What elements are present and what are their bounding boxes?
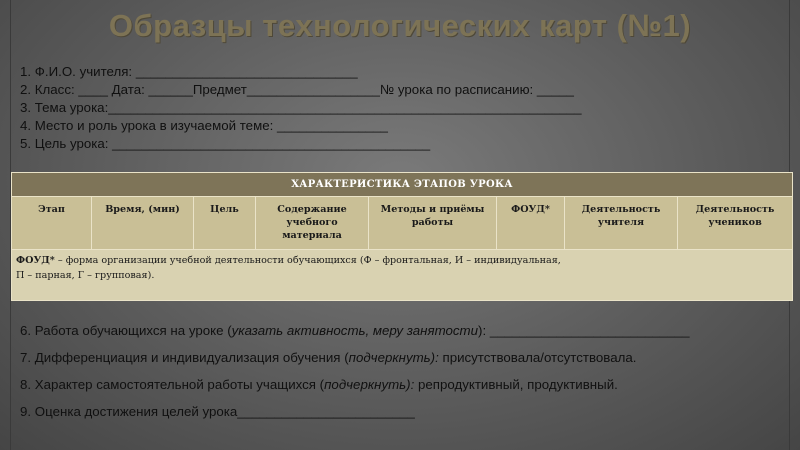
field-lesson-place: 4. Место и роль урока в изучаемой теме: _______________: [20, 118, 388, 133]
item-text: 6. Работа обучающихся на уроке (: [20, 323, 232, 338]
item-text: 7. Дифференциация и индивидуализация обучения (: [20, 350, 349, 365]
item-text: ): ___________________________: [478, 323, 690, 338]
table-footnote: [12, 250, 793, 301]
column-header: Деятельность учеников: [678, 197, 793, 250]
footnote-term: ФОУД*: [16, 255, 55, 266]
slide-title: Образцы технологических карт (№1): [108, 8, 692, 43]
field-teacher-name: 1. Ф.И.О. учителя: ______________________________: [20, 64, 358, 79]
stages-table: [11, 172, 792, 301]
footnote-text-2: П – парная, Г – групповая).: [16, 270, 155, 281]
item-text: ________________________: [237, 404, 415, 419]
field-class-date-subject: 2. Класс: ____ Дата: ______Предмет__________________№ урока по расписанию: _____: [20, 82, 574, 97]
column-header: Деятельность учителя: [565, 197, 678, 250]
form-fields: [20, 63, 582, 153]
form-items: [20, 323, 690, 431]
item-differentiation: [20, 350, 690, 377]
column-header: Этап: [12, 197, 92, 250]
item-hint: подчеркнуть):: [324, 377, 415, 392]
item-independent-work: [20, 377, 690, 404]
column-header: Методы и приёмы работы: [369, 197, 497, 250]
field-lesson-topic: 3. Тема урока:________________________________________________________________: [20, 100, 582, 115]
table-header: ХАРАКТЕРИСТИКА ЭТАПОВ УРОКА: [12, 173, 793, 197]
item-hint: указать активность, меру занятости: [231, 323, 479, 338]
item-student-work: [20, 323, 690, 350]
column-header: Время, (мин): [92, 197, 194, 250]
field-lesson-goal: 5. Цель урока: ___________________________________________: [20, 136, 431, 151]
column-header: Цель: [194, 197, 256, 250]
item-text: 8. Характер самостоятельной работы учащихся (: [20, 377, 325, 392]
item-hint: подчеркнуть):: [348, 350, 439, 365]
column-header: Содержание учебного материала: [256, 197, 369, 250]
item-text: репродуктивный, продуктивный.: [414, 377, 618, 392]
item-goal-assessment: [20, 404, 690, 431]
item-text: присутствовала/отсутствовала.: [438, 350, 637, 365]
footnote-text: – форма организации учебной деятельности обучающихся (Ф – фронтальная, И – индивидуальная,: [54, 255, 561, 266]
column-header: ФОУД*: [497, 197, 565, 250]
item-text: 9. Оценка достижения целей урока: [20, 404, 238, 419]
